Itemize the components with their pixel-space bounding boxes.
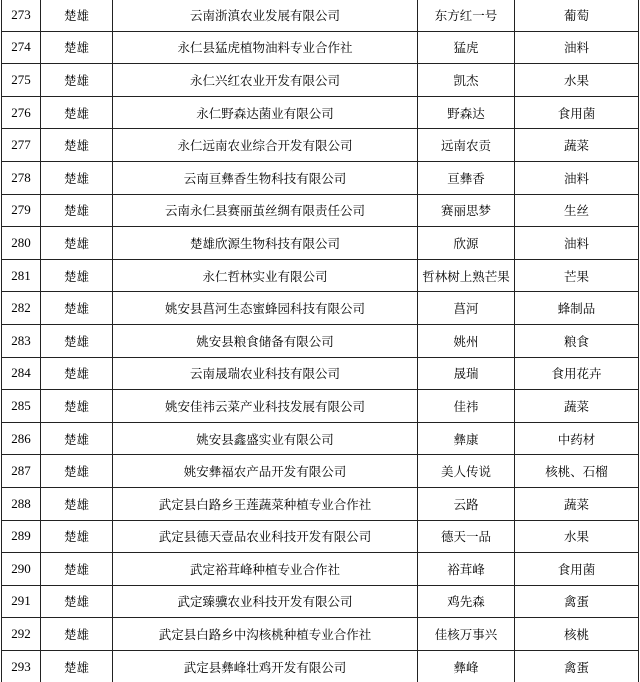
product-category-cell: 食用菌 [515, 553, 639, 586]
row-number-cell: 293 [2, 650, 41, 682]
brand-name-cell: 哲林树上熟芒果 [418, 259, 515, 292]
table-row [2, 194, 639, 227]
row-number-cell: 280 [2, 227, 41, 260]
city-cell: 楚雄 [41, 194, 113, 227]
company-name-cell: 姚安县粮食储备有限公司 [113, 324, 418, 357]
company-name-cell: 武定县白路乡中沟核桃种植专业合作社 [113, 618, 418, 651]
product-category-cell: 禽蛋 [515, 650, 639, 682]
city-cell: 楚雄 [41, 161, 113, 194]
table-row [2, 585, 639, 618]
company-name-cell: 武定县白路乡王莲蔬菜种植专业合作社 [113, 487, 418, 520]
table-row [2, 227, 639, 260]
enterprise-table [1, 0, 639, 682]
product-category-cell: 食用花卉 [515, 357, 639, 390]
company-name-cell: 永仁哲林实业有限公司 [113, 259, 418, 292]
brand-name-cell: 菖河 [418, 292, 515, 325]
row-number-cell: 283 [2, 324, 41, 357]
product-category-cell: 核桃、石榴 [515, 455, 639, 488]
company-name-cell: 云南永仁县赛丽茧丝绸有限责任公司 [113, 194, 418, 227]
row-number-cell: 285 [2, 390, 41, 423]
row-number-cell: 282 [2, 292, 41, 325]
row-number-cell: 292 [2, 618, 41, 651]
product-category-cell: 蔬菜 [515, 487, 639, 520]
city-cell: 楚雄 [41, 390, 113, 423]
brand-name-cell: 凯杰 [418, 64, 515, 97]
table-row [2, 520, 639, 553]
product-category-cell: 蔬菜 [515, 129, 639, 162]
city-cell: 楚雄 [41, 31, 113, 64]
table-row [2, 31, 639, 64]
city-cell: 楚雄 [41, 487, 113, 520]
table-row [2, 64, 639, 97]
city-cell: 楚雄 [41, 650, 113, 682]
brand-name-cell: 佳核万事兴 [418, 618, 515, 651]
product-category-cell: 水果 [515, 520, 639, 553]
table-row [2, 390, 639, 423]
city-cell: 楚雄 [41, 227, 113, 260]
company-name-cell: 武定裕茸峰种植专业合作社 [113, 553, 418, 586]
row-number-cell: 291 [2, 585, 41, 618]
company-name-cell: 云南亘彝香生物科技有限公司 [113, 161, 418, 194]
table-row [2, 650, 639, 682]
city-cell: 楚雄 [41, 422, 113, 455]
table-row [2, 455, 639, 488]
brand-name-cell: 姚州 [418, 324, 515, 357]
city-cell: 楚雄 [41, 585, 113, 618]
row-number-cell: 286 [2, 422, 41, 455]
row-number-cell: 274 [2, 31, 41, 64]
brand-name-cell: 野森达 [418, 96, 515, 129]
city-cell: 楚雄 [41, 324, 113, 357]
company-name-cell: 永仁远南农业综合开发有限公司 [113, 129, 418, 162]
company-name-cell: 姚安县菖河生态蜜蜂园科技有限公司 [113, 292, 418, 325]
city-cell: 楚雄 [41, 0, 113, 31]
table-row [2, 422, 639, 455]
row-number-cell: 290 [2, 553, 41, 586]
row-number-cell: 279 [2, 194, 41, 227]
product-category-cell: 油料 [515, 161, 639, 194]
company-name-cell: 武定县彝峰壮鸡开发有限公司 [113, 650, 418, 682]
row-number-cell: 275 [2, 64, 41, 97]
product-category-cell: 禽蛋 [515, 585, 639, 618]
table-row [2, 357, 639, 390]
product-category-cell: 芒果 [515, 259, 639, 292]
city-cell: 楚雄 [41, 520, 113, 553]
company-name-cell: 云南浙滇农业发展有限公司 [113, 0, 418, 31]
table-row [2, 618, 639, 651]
city-cell: 楚雄 [41, 553, 113, 586]
company-name-cell: 云南晟瑞农业科技有限公司 [113, 357, 418, 390]
table-row [2, 292, 639, 325]
company-name-cell: 永仁兴红农业开发有限公司 [113, 64, 418, 97]
row-number-cell: 281 [2, 259, 41, 292]
brand-name-cell: 彝康 [418, 422, 515, 455]
table-row [2, 129, 639, 162]
city-cell: 楚雄 [41, 96, 113, 129]
row-number-cell: 273 [2, 0, 41, 31]
product-category-cell: 葡萄 [515, 0, 639, 31]
company-name-cell: 武定臻骥农业科技开发有限公司 [113, 585, 418, 618]
product-category-cell: 粮食 [515, 324, 639, 357]
table-row [2, 161, 639, 194]
product-category-cell: 蜂制品 [515, 292, 639, 325]
product-category-cell: 核桃 [515, 618, 639, 651]
product-category-cell: 油料 [515, 31, 639, 64]
company-name-cell: 姚安彝福农产品开发有限公司 [113, 455, 418, 488]
company-name-cell: 永仁县猛虎植物油料专业合作社 [113, 31, 418, 64]
brand-name-cell: 德天一品 [418, 520, 515, 553]
city-cell: 楚雄 [41, 292, 113, 325]
product-category-cell: 中药材 [515, 422, 639, 455]
city-cell: 楚雄 [41, 618, 113, 651]
company-name-cell: 姚安佳祎云菜产业科技发展有限公司 [113, 390, 418, 423]
brand-name-cell: 晟瑞 [418, 357, 515, 390]
row-number-cell: 277 [2, 129, 41, 162]
brand-name-cell: 鸡先森 [418, 585, 515, 618]
row-number-cell: 287 [2, 455, 41, 488]
city-cell: 楚雄 [41, 357, 113, 390]
brand-name-cell: 东方红一号 [418, 0, 515, 31]
row-number-cell: 276 [2, 96, 41, 129]
table-body [2, 0, 639, 682]
product-category-cell: 油料 [515, 227, 639, 260]
table-row [2, 487, 639, 520]
brand-name-cell: 彝峰 [418, 650, 515, 682]
brand-name-cell: 赛丽思梦 [418, 194, 515, 227]
company-name-cell: 永仁野森达菌业有限公司 [113, 96, 418, 129]
city-cell: 楚雄 [41, 64, 113, 97]
row-number-cell: 288 [2, 487, 41, 520]
row-number-cell: 289 [2, 520, 41, 553]
company-name-cell: 楚雄欣源生物科技有限公司 [113, 227, 418, 260]
brand-name-cell: 裕茸峰 [418, 553, 515, 586]
product-category-cell: 生丝 [515, 194, 639, 227]
brand-name-cell: 远南农贡 [418, 129, 515, 162]
brand-name-cell: 佳祎 [418, 390, 515, 423]
product-category-cell: 水果 [515, 64, 639, 97]
city-cell: 楚雄 [41, 455, 113, 488]
brand-name-cell: 欣源 [418, 227, 515, 260]
company-name-cell: 姚安县鑫盛实业有限公司 [113, 422, 418, 455]
row-number-cell: 284 [2, 357, 41, 390]
brand-name-cell: 云路 [418, 487, 515, 520]
brand-name-cell: 亘彝香 [418, 161, 515, 194]
row-number-cell: 278 [2, 161, 41, 194]
table-row [2, 96, 639, 129]
table-row [2, 0, 639, 31]
product-category-cell: 食用菌 [515, 96, 639, 129]
table-row [2, 553, 639, 586]
brand-name-cell: 猛虎 [418, 31, 515, 64]
table-row [2, 259, 639, 292]
city-cell: 楚雄 [41, 129, 113, 162]
brand-name-cell: 美人传说 [418, 455, 515, 488]
company-name-cell: 武定县德天壹品农业科技开发有限公司 [113, 520, 418, 553]
city-cell: 楚雄 [41, 259, 113, 292]
product-category-cell: 蔬菜 [515, 390, 639, 423]
table-row [2, 324, 639, 357]
